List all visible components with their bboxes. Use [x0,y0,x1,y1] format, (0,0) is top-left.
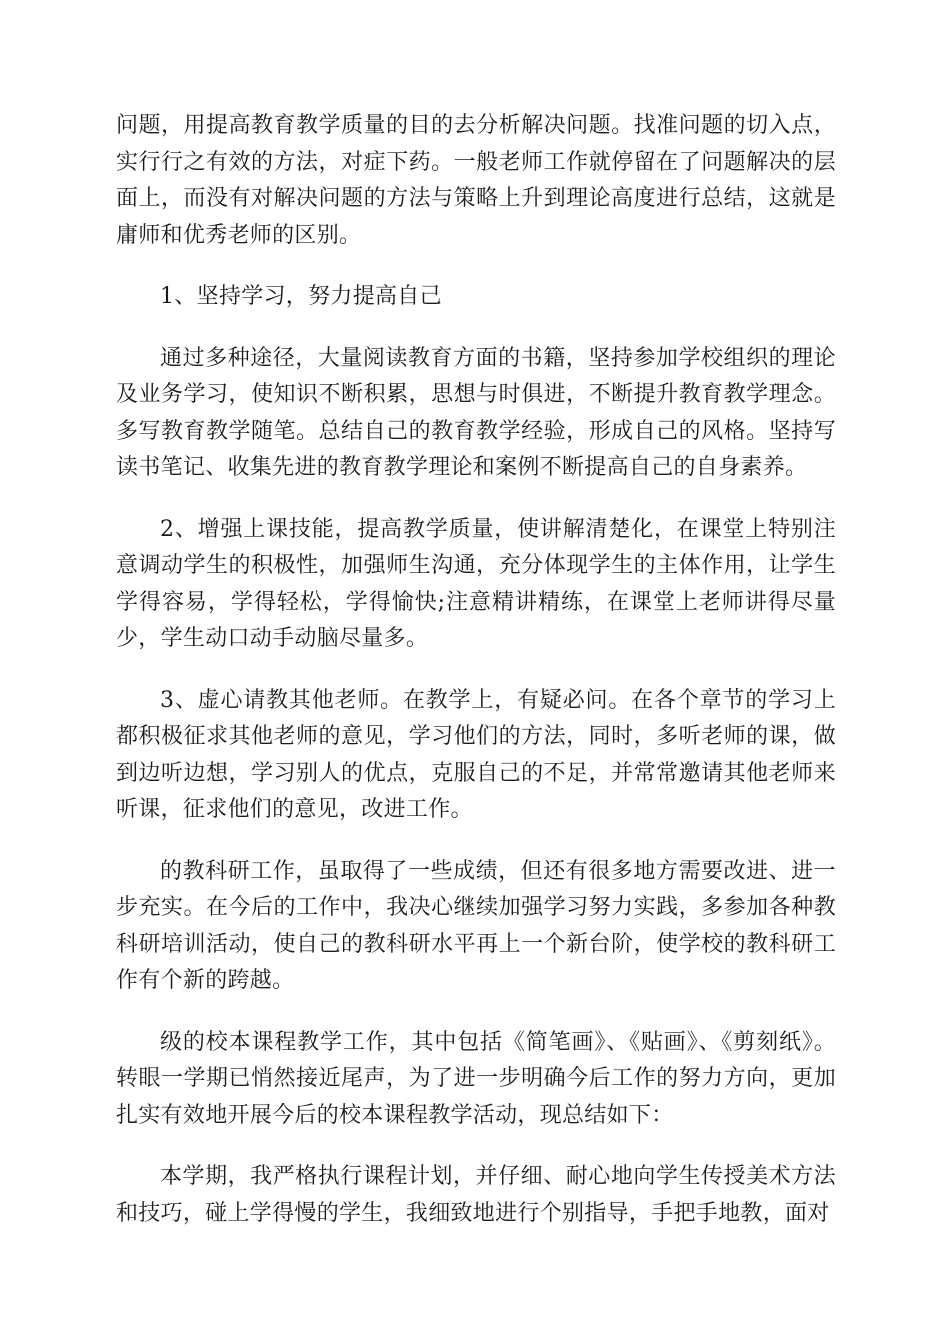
paragraph-problem-analysis: 问题，用提高教育教学质量的目的去分析解决问题。找准问题的切入点，实行行之有效的方法，对症下药。一般老师工作就停留在了问题解决的层面上，而没有对解决问题的方法与策略上升到理论高度进行总结，这就是庸师和优秀老师的区别。 [116,113,836,248]
heading-keep-learning: 1、坚持学习，努力提高自己 [160,284,442,309]
paragraph-this-semester: 本学期，我严格执行课程计划，并仔细、耐心地向学生传授美术方法和技巧，碰上学得慢的学生，我细致地进行个别指导，手把手地教，面对 [116,1164,836,1226]
paragraph-school-curriculum: 级的校本课程教学工作，其中包括《简笔画》、《贴画》、《剪刻纸》。转眼一学期已悄然接近尾声，为了进一步明确今后工作的努力方向，更加扎实有效地开展今后的校本课程教学活动，现总结如下： [116,1029,836,1128]
paragraph-ask-colleagues: 3、虚心请教其他老师。在教学上，有疑必问。在各个章节的学习上都积极征求其他老师的意见，学习他们的方法，同时，多听老师的课，做到边听边想，学习别人的优点，克服自己的不足，并常常邀请其他老师来听课，征求他们的意见，改进工作。 [116,687,836,822]
paragraph-reading: 通过多种途径，大量阅读教育方面的书籍，坚持参加学校组织的理论及业务学习，使知识不断积累，思想与时俱进，不断提升教育教学理念。多写教育教学随笔。总结自己的教育教学经验，形成自己的风格。坚持写读书笔记、收集先进的教育教学理论和案例不断提高自己的自身素养。 [116,345,836,480]
paragraph-teaching-skills: 2、增强上课技能，提高教学质量，使讲解清楚化，在课堂上特别注意调动学生的积极性，加强师生沟通，充分体现学生的主体作用，让学生学得容易，学得轻松，学得愉快;注意精讲精练，在课堂上老师讲得尽量少，学生动口动手动脑尽量多。 [116,516,836,651]
paragraph-research-work: 的教科研工作，虽取得了一些成绩，但还有很多地方需要改进、进一步充实。在今后的工作中，我决心继续加强学习努力实践，多参加各种教科研培训活动，使自己的教科研水平再上一个新台阶，使学校的教科研工作有个新的跨越。 [116,858,836,993]
document-body [116,108,836,1257]
